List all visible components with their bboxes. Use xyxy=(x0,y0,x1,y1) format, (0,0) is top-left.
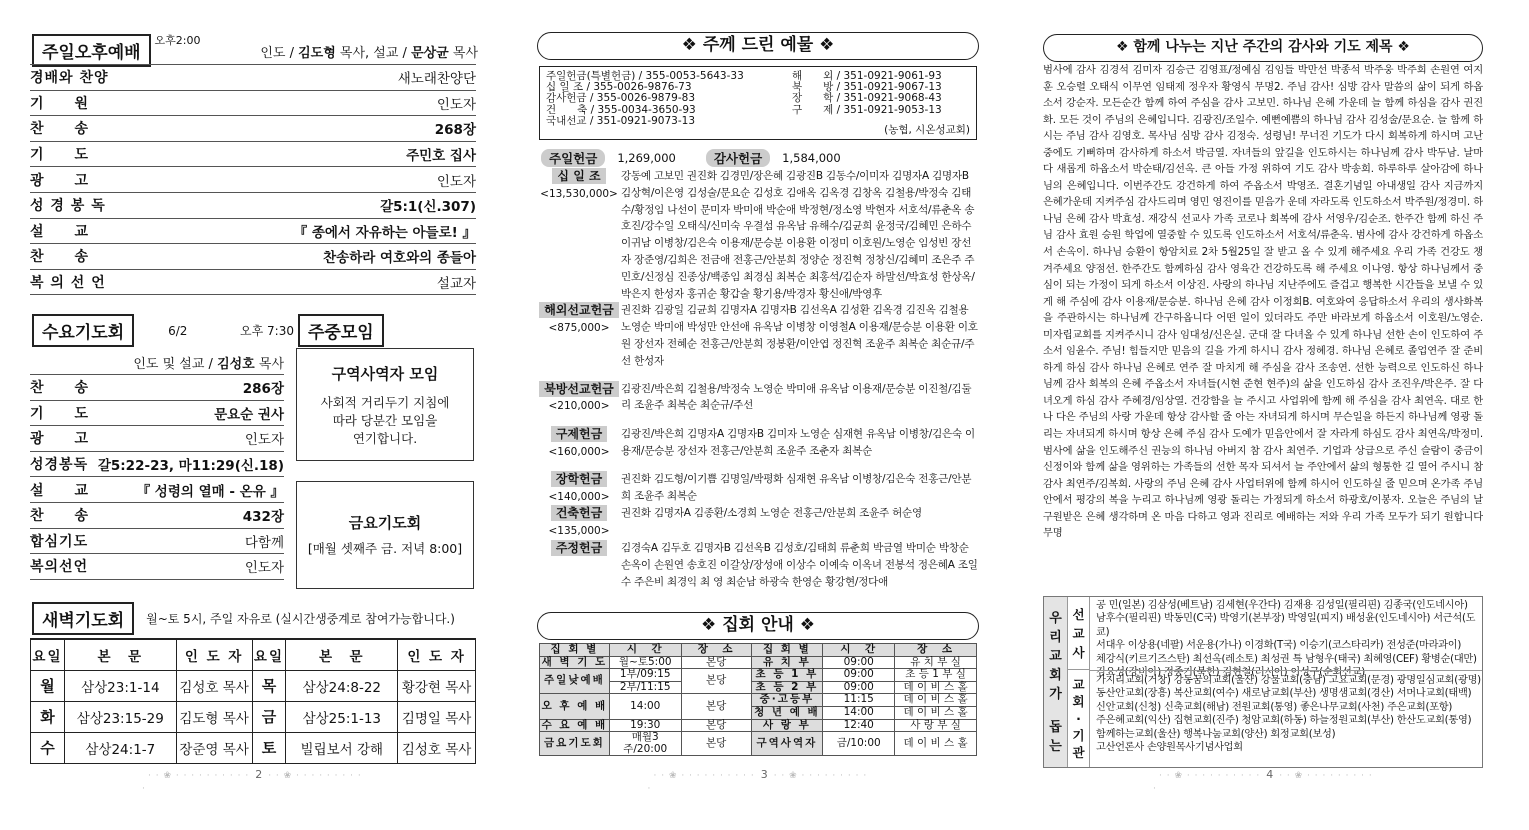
thanks-title: ❖ 함께 나누는 지난 주간의 감사와 기도 제목 ❖ xyxy=(1043,34,1483,62)
order-label: 기 도 xyxy=(30,147,90,164)
missionaries-list xyxy=(1096,599,1482,679)
category-name: 해외선교헌금 xyxy=(539,302,619,318)
label-char: 리 xyxy=(1049,629,1062,645)
dawn-cell: 삼상23:15-29 xyxy=(64,701,176,732)
offering-category xyxy=(537,381,979,416)
offering-category-label xyxy=(537,471,621,506)
order-label: 찬 송 xyxy=(30,380,90,397)
page-number: · · ❀ · · · · · · · · · · 4 · · ❀ · · · · · · · · · · xyxy=(1153,768,1373,794)
category-donors: 김경숙A 김두호 김명자B 김선옥B 김성호/김태희 류춘희 박금열 박미순 박창순 손옥이 손원연 송호진 이갈상/장성애 이상수 이예숙 이옥녀 전봉석 정은혜A 조일수 주은비 최경익 최 영 최순남 하광숙 한영순 황강현/정다애 xyxy=(621,541,978,588)
order-label: 광 고 xyxy=(30,172,90,189)
church-line: 동산안교회(장흥) 복산교회(여수) 새로남교회(부산) 생명샘교회(경산) 서머나교회(태백) xyxy=(1096,688,1472,700)
label-char: 돕 xyxy=(1049,719,1062,735)
wednesday-time: 오후 7:30 xyxy=(240,324,294,338)
offering-category xyxy=(537,540,979,590)
order-label: 기 도 xyxy=(30,405,90,422)
order-label: 찬 송 xyxy=(30,121,90,138)
midweek-title: 주중모임 xyxy=(298,314,384,347)
category-amount: <210,000> xyxy=(548,400,610,413)
order-label: 기 원 xyxy=(30,95,90,112)
order-value: 갈5:22-23, 마11:29(신.18) xyxy=(97,458,284,475)
missionaries-label xyxy=(1068,597,1090,670)
order-value: 문요순 권사 xyxy=(214,406,284,423)
order-label: 찬 송 xyxy=(30,508,90,525)
meeting-row: 오 후 예 배 14:00 본당 중·고등부 11:15 데 이 비 스 홀 xyxy=(540,694,977,707)
meeting-row: 2부/11:15 초 등 2 부 09:00 데 이 비 스 홀 xyxy=(540,681,977,694)
offering-categories xyxy=(537,168,979,590)
wednesday-leaders: 인도 및 설교 / 김성호 목사 xyxy=(133,357,284,372)
offering-totals xyxy=(541,149,841,167)
friday-prayer-body: [매월 셋째주 금. 저녁 8:00] xyxy=(307,541,463,556)
order-label: 합심기도 xyxy=(30,533,89,550)
category-amount: <135,000> xyxy=(548,525,610,538)
order-label: 설 교 xyxy=(30,482,90,499)
category-amount: <160,000> xyxy=(548,445,610,458)
meeting-row: 금요기도회 매월3주/20:00 본당 구역사역자 금/10:00 데 이 비 스 홀 xyxy=(540,732,977,756)
label-char: 우 xyxy=(1049,610,1062,626)
offering-category xyxy=(537,302,979,369)
label-char: · xyxy=(1076,711,1081,726)
category-name: 장학헌금 xyxy=(551,471,607,487)
dawn-cell: 화 xyxy=(31,701,65,732)
supported-side-label xyxy=(1044,597,1068,767)
dawn-cell: 장준영 목사 xyxy=(176,732,252,763)
dawn-cell: 삼상23:1-14 xyxy=(64,670,176,701)
dawn-cell: 삼상24:8-22 xyxy=(286,670,398,701)
order-value: 인도자 xyxy=(436,173,476,190)
dawn-cell: 김도형 목사 xyxy=(176,701,252,732)
account-numbers-box xyxy=(539,66,977,140)
order-label: 복의선언 xyxy=(30,559,89,576)
order-label: 성경봉독 xyxy=(30,457,89,474)
label-char: 기 xyxy=(1072,728,1085,743)
offering-category xyxy=(537,505,979,540)
order-value: 286장 xyxy=(242,381,284,398)
sunday-pm-order xyxy=(30,64,476,295)
page-3 xyxy=(537,0,979,830)
dawn-header xyxy=(32,602,478,635)
friday-prayer-title: 금요기도회 xyxy=(348,514,422,532)
service-order-row xyxy=(30,65,476,91)
offering-category xyxy=(537,426,979,461)
category-amount: <875,000> xyxy=(548,322,610,335)
sunday-pm-title: 주일오후예배 xyxy=(32,34,151,67)
thanks-prayer-text: 범사에 감사 김경석 김미자 김승근 김영표/정예심 김임들 박만선 박종석 박주웅 박주희 손원연 여지훈 오승렬 오태식 이무연 임태제 정우자 황영식 무명2. 주님 감사! 심방 감사 말씀의 삶이 되게 하옵소서 강순자. 모든순간 함께 하여 주심을 감사 고보민. 하나님 은혜 가운데 늘 함께 하심을 감사 권진화. 모든 것이 주님의 은혜입니다. 김광진/조일수. 예뻔예쁨의 하나님 감사 김성술/문요순. 늘 함께 하시는 주님 감사 김영호. 목사님 심방 감사 김정숙. 성령님! 무너진 기도가 다시 회복하게 하시며 고난중에도 기뻐하며 감사하게 하소서 박금열. 자녀들의 앞길을 인도하시는 하나님께 감사 박두남. 날마다 새롭게 하옵소서 박순태/김선옥. 큰 아들 가정 위하여 기도 감사 박송희. 하루하루 살아감에 하나님의 은혜입니다. 이번주간도 강건하게 하여 주옵소서 박영조. 결혼기념일 아내생일 감사 지금까지 은혜가운데 지켜주심 감사드리며 영민 영진이를 믿음가 운데 자라도록 인도하소서 박주원/정경미. 하나님 은혜 감사 박효성. 재강식 선교사 가족 코로나 회복에 감사 서영우/김순조. 한주간 함께 하신 주님 감사 효원 승원 학업에 열중할 수 있도록 인도하소서 서호석/류춘옥. 범사에 감사 강건하게 하옵소서 손옥이. 하나님 승환이 항암치료 2차 5월25일 잘 받고 올 수 있게 해주세요 우리 가족 건강도 챙겨주세요 양점선. 한주간도 함께하심 감사 영육간 건강하도록 해 주세요 이나영. 항상 하나님께서 중심이 되는 가정이 되게 하소서 이상진. 사랑의 하나님 지난주에도 즐겁고 행복한 시간들을 보낼 수 있게 해 주심에 감사 이용재/문승분. 하나님 은혜 감사 이정희B. 여호와여 응답하소서 우리의 생사화복을 주관하시는 하나님께 간구하옵니다 어떤 일이 있더라도 주만 바라보게 하옵소서 이호원/노영순. 미자립교회를 지켜주시니 감사 임대성/신은실. 군대 잘 다녀올 수 있게 하나님 선한 손이 인도하여 주소서 임윤수. 주님! 힘들지만 믿음의 길을 가게 하시니 감사 정혜경. 하나님 은혜로 졸업연주 잘 준비하게 하심 감사 하나님 은혜로 연주 잘 마치게 해 주심을 감사 조송연. 선한 능력으로 인도하신 하나님께 감사 회복의 은혜 주옵소서 자녀들(시현 준현 현주)의 삶을 인도하심 감사 조진우/박은주. 잘 다녀오게 하심 감사 주혜경/임상열. 건강함을 늘 주시고 사업위에 함께 해 주심을 감사 최연옥. 대로 한나 다은 주님의 사랑 가운데 항상 감사할 줄 아는 자녀되게 하시며 무슨일을 하든지 하나님께 영광 돌리는 자녀되게 하시며 항상 은혜 주심 감사 도예가 믿음안에서 잘 자라게 하심도 감사 최연옥/박정미. 범사에 삶을 인도해주신 권능의 하나님 아버지 참 감사 최연주. 기업과 상급으로 주신 슬람이 중금이 신정이와 함께 삶을 영위하는 가족들의 선한 목자 되셔서 늘 주안에서 삶의 형통한 길 열어 주시니 참 감사 최연주/김복희. 사랑의 주님 은혜 감사 사업터위에 함께 하시어 인도하실 줄 믿으며 온가족 주님안에서 평강의 복을 누리고 하나님께 영광 돌리는 가정되게 하소서 하광호/이봉자. 오늘은 주님의 날 구원받은 은혜 생각하며 온 마음 다하고 영과 진리로 예배하는 저와 우리 가족 모두가 되기 원합니다 무명 xyxy=(1043,64,1483,540)
sunday-pm-leaders: 인도 / 김도형 목사, 설교 / 문상균 목사 xyxy=(260,46,478,61)
dawn-schedule-table xyxy=(30,638,476,764)
sunday-pm-time: 오후2:00 xyxy=(154,34,201,47)
churches-list xyxy=(1096,674,1482,754)
category-name: 건축헌금 xyxy=(551,505,607,521)
label-char: 관 xyxy=(1072,745,1085,760)
friday-prayer-box xyxy=(296,481,474,589)
meeting-row: 수 요 예 배 19:30 본당 사 랑 부 12:40 사 랑 부 실 xyxy=(540,719,977,732)
order-value: 인도자 xyxy=(244,432,284,449)
dawn-table-row xyxy=(31,670,476,701)
service-order-row xyxy=(30,503,284,529)
dawn-table-header: 요일 본 문 인 도 자 요일 본 문 인 도 자 xyxy=(31,639,476,670)
label-char: 교 xyxy=(1072,625,1085,641)
church-line: 고산언론사 손양원목사기념사업회 xyxy=(1096,742,1243,754)
category-name: 구제헌금 xyxy=(551,426,607,442)
meeting-row: 새 벽 기 도 월~토5:00 본당 유 치 부 09:00 유 치 부 실 xyxy=(540,656,977,669)
meeting-row: 주일낮예배 1부/09:15 본당 초 등 1 부 09:00 초 등 1 부 실 xyxy=(540,669,977,682)
service-order-row xyxy=(30,270,476,296)
missionary-line: 남후수(필리핀) 박동민(C국) 박영기(본부장) 박영일(피지) 배성윤(인도네시아) 서근석(도쿄) xyxy=(1096,613,1476,638)
sunday-offering-amount: 1,269,000 xyxy=(617,151,676,165)
category-amount: <13,530,000> xyxy=(540,187,618,200)
dawn-table-row xyxy=(31,701,476,732)
page-4 xyxy=(1043,0,1483,830)
offerings-title: ❖ 주께 드린 예물 ❖ xyxy=(537,32,979,60)
wednesday-header xyxy=(32,314,294,347)
supported-box xyxy=(1043,596,1483,768)
dawn-cell: 삼상25:1-13 xyxy=(286,701,398,732)
missionary-line: 공 민(일본) 김삼성(베트남) 김세현(우간다) 김재용 김성일(필리핀) 김종국(인도네시아) xyxy=(1096,600,1468,611)
dawn-cell: 김성호 목사 xyxy=(398,732,476,763)
dawn-cell: 삼상24:1-7 xyxy=(64,732,176,763)
service-order-row xyxy=(30,452,284,478)
order-value: 찬송하라 여호와의 종들아 xyxy=(323,250,476,267)
order-value: 갈5:1(신.307) xyxy=(380,199,476,216)
thanks-offering-label: 감사헌금 xyxy=(706,149,770,167)
page-2 xyxy=(30,0,478,830)
category-name: 북방선교헌금 xyxy=(539,381,619,397)
sunday-pm-header xyxy=(32,34,478,67)
dawn-note: 월~토 5시, 주일 자유로 (실시간생중계로 참여가능합니다.) xyxy=(146,612,455,626)
order-value: 432장 xyxy=(242,509,284,526)
offering-category-label xyxy=(537,505,621,540)
church-line: 가지리교회(거창) 강동꿈의교회(울산) 강물교회(충남) 고요교회(문경) 광명일심교회(광명) xyxy=(1096,675,1481,686)
thanks-offering-amount: 1,584,000 xyxy=(782,151,841,165)
label-char: 교 xyxy=(1049,648,1062,664)
church-line: 신안교회(신청) 신축교회(해남) 전원교회(통영) 좋은나무교회(사천) 주은교회(포항) xyxy=(1096,701,1453,713)
missionary-line: 서대우 이상용(네팔) 서운용(가나) 이경화(T국) 이승기(코스타리카) 전성준(마라과이) xyxy=(1096,640,1462,652)
service-order-row xyxy=(30,426,284,452)
category-donors: 김광진/박은희 김철용/박정숙 노영순 박미애 유옥남 이용재/문승분 이진철/김둘리 조윤주 최복순 최순규/주선 xyxy=(621,382,972,412)
order-value: 다함께 xyxy=(244,534,284,551)
churches-label xyxy=(1068,670,1090,767)
page-number: · · ❀ · · · · · · · · · · 3 · · ❀ · · · · · · · · · · xyxy=(648,768,869,794)
category-name: 십 일 조 xyxy=(552,168,605,184)
category-donors: 권진화 김명자A 김종환/소경희 노영순 전홍근/안분희 조윤주 허순영 xyxy=(621,507,922,520)
service-order-row xyxy=(30,401,284,427)
offering-category xyxy=(537,471,979,506)
dawn-cell: 김성호 목사 xyxy=(176,670,252,701)
service-order-row xyxy=(30,116,476,142)
category-amount: <140,000> xyxy=(548,490,610,503)
category-donors: 권진화 김광일 김균희 김명자A 김명자B 김선옥A 김성환 김옥경 김진옥 김철용 노영순 박미애 박성만 안선애 유옥남 이병창 이영철A 이용재/문승분 이용환 이호원 장선자 전혜순 전홍근/안분희 정봉환/이안엽 정진혁 조윤주 최복순 최순규/주선 한성자 xyxy=(621,304,978,367)
page-number: · · ❀ · · · · · · · · · · 2 · · ❀ · · · · · · · · · · xyxy=(142,768,366,794)
label-char: 회 xyxy=(1049,667,1062,683)
accounts-bank: (농협, 시온성교회) xyxy=(884,123,970,136)
dawn-cell: 월 xyxy=(31,670,65,701)
meetings-title: ❖ 집회 안내 ❖ xyxy=(537,612,979,640)
meeting-row: 청 년 예 배 14:00 데 이 비 스 홀 xyxy=(540,706,977,719)
order-value: 새노래찬양단 xyxy=(397,71,476,88)
wednesday-date: 6/2 xyxy=(168,323,188,338)
meetings-table xyxy=(539,643,977,756)
accounts-right: 해 외 / 351-0921-9061-93 북 방 / 351-0921-9067-13 장 학 / 351-0921-9068-43 구 제 / 351-0921-9053-13 xyxy=(792,70,942,116)
offering-category-label xyxy=(537,381,621,416)
offering-category-label xyxy=(537,168,621,302)
service-order-row xyxy=(30,477,284,503)
label-char: 회 xyxy=(1072,694,1085,709)
service-order-row xyxy=(30,529,284,555)
label-char: 사 xyxy=(1072,644,1085,660)
order-label: 광 고 xyxy=(30,431,90,448)
label-char: 는 xyxy=(1049,738,1062,754)
service-order-row xyxy=(30,244,476,270)
district-meeting-body: 사회적 거리두기 지침에 따라 당분간 모임을 연기합니다. xyxy=(320,395,450,446)
service-order-row xyxy=(30,219,476,245)
label-char: 교 xyxy=(1072,677,1085,692)
order-label: 설 교 xyxy=(30,223,90,240)
order-value: 인도자 xyxy=(244,560,284,577)
order-value: 설교자 xyxy=(436,276,476,293)
district-meeting-title: 구역사역자 모임 xyxy=(331,365,439,383)
offering-category xyxy=(537,168,979,302)
order-value: 268장 xyxy=(434,122,476,139)
divider xyxy=(1090,670,1482,671)
service-order-row xyxy=(30,167,476,193)
dawn-cell: 토 xyxy=(252,732,286,763)
label-char: 선 xyxy=(1072,606,1085,622)
church-line: 주은혜교회(익산) 집현교회(진주) 청암교회(하동) 하늘정원교회(부산) 한산도교회(통영) xyxy=(1096,715,1472,727)
order-value: 『 종에서 자유하는 아들로! 』 xyxy=(293,224,476,241)
dawn-cell: 빌립보서 강해 xyxy=(286,732,398,763)
dawn-cell: 금 xyxy=(252,701,286,732)
label-char: 가 xyxy=(1049,686,1062,702)
category-donors: 김광진/박은희 김명자A 김명자B 김미자 노영순 심재현 유옥남 이병창/김은숙 이용재/문승분 장선자 전홍근/안분희 조윤주 조춘자 최복순 xyxy=(621,428,975,457)
wednesday-order xyxy=(30,374,284,580)
dawn-cell: 수 xyxy=(31,732,65,763)
missionary-line: 체강식(키르기즈스탄) 최선옥(레소토) 최성권 특 남형우(태국) 최혜영(CEF) 황병순(대만) xyxy=(1096,653,1477,665)
service-order-row xyxy=(30,142,476,168)
dawn-cell: 황강현 목사 xyxy=(398,670,476,701)
category-name: 주정헌금 xyxy=(551,540,607,556)
district-meeting-box xyxy=(296,348,474,461)
order-value: 인도자 xyxy=(436,96,476,113)
order-label: 찬 송 xyxy=(30,249,90,266)
meetings-table-header: 집 회 별 시 간 장 소 집 회 별 시 간 장 소 xyxy=(540,644,977,657)
accounts-left: 주일헌금(특별헌금) / 355-0053-5643-33 십 일 조 / 355-0026-9876-73 감사헌금 / 355-0026-9879-83 건 축 / 355-0034-3650-93 국내선교 / 351-0921-9073-13 xyxy=(546,70,744,127)
order-value: 주민호 집사 xyxy=(406,148,476,165)
service-order-row xyxy=(30,375,284,401)
sunday-offering-label: 주일헌금 xyxy=(541,149,605,167)
service-order-row xyxy=(30,91,476,117)
dawn-cell: 목 xyxy=(252,670,286,701)
dawn-title: 새벽기도회 xyxy=(32,602,134,635)
dawn-table-row xyxy=(31,732,476,763)
category-donors: 강동예 고보민 권진화 김경민/장은혜 김광진B 김동수/이미자 김명자A 김명자B 김상혁/이은영 김성술/문요순 김성호 김애옥 김옥경 김창옥 김철용/박정숙 김태수/황정임 나선이 문미자 박미애 박순애 박정현/정소영 박현자 서호석/류춘옥 송호진/강수일 오태식/신미숙 우결섬 유옥남 유해수/김균희 윤정국/김혜민 은하수 이귀남 이병창/김은숙 이용재/문승분 이용환 이정미 이호원/노영순 임성빈 장선자 장준영/김희은 전금애 전홍근/안분희 정양순 정진혁 정창신/김혜미 조은주 주민호/신정심 진종상/백종임 최경심 최복순 최홍석/김순자 하말선/박효성 한상옥/박은지 한성자 홍귀순 황갑술 황기용/박경자 황신애/박영후 xyxy=(621,170,975,300)
offering-category-label xyxy=(537,540,621,590)
order-label: 복 의 선 언 xyxy=(30,275,106,292)
category-donors: 권진화 김도형/이기쁨 김명일/박평화 심재현 유옥남 이병창/김은숙 전홍근/안분희 조윤주 최복순 xyxy=(621,472,972,502)
order-value: 『 성령의 열매 - 온유 』 xyxy=(136,483,284,500)
wednesday-title: 수요기도회 xyxy=(32,314,134,347)
order-label: 경배와 찬양 xyxy=(30,70,109,87)
service-order-row xyxy=(30,554,284,580)
offering-category-label xyxy=(537,302,621,369)
service-order-row xyxy=(30,193,476,219)
offering-category-label xyxy=(537,426,621,461)
dawn-cell: 김명일 목사 xyxy=(398,701,476,732)
missionary-line: 김요성(강비아) 정종기(북한) 김현철(러시아) 이성구(순회선교) xyxy=(1096,667,1365,679)
order-label: 성 경 봉 독 xyxy=(30,198,106,215)
church-line: 함께하는교회(울산) 행복나눔교회(양산) 회정교회(보성) xyxy=(1096,728,1336,740)
